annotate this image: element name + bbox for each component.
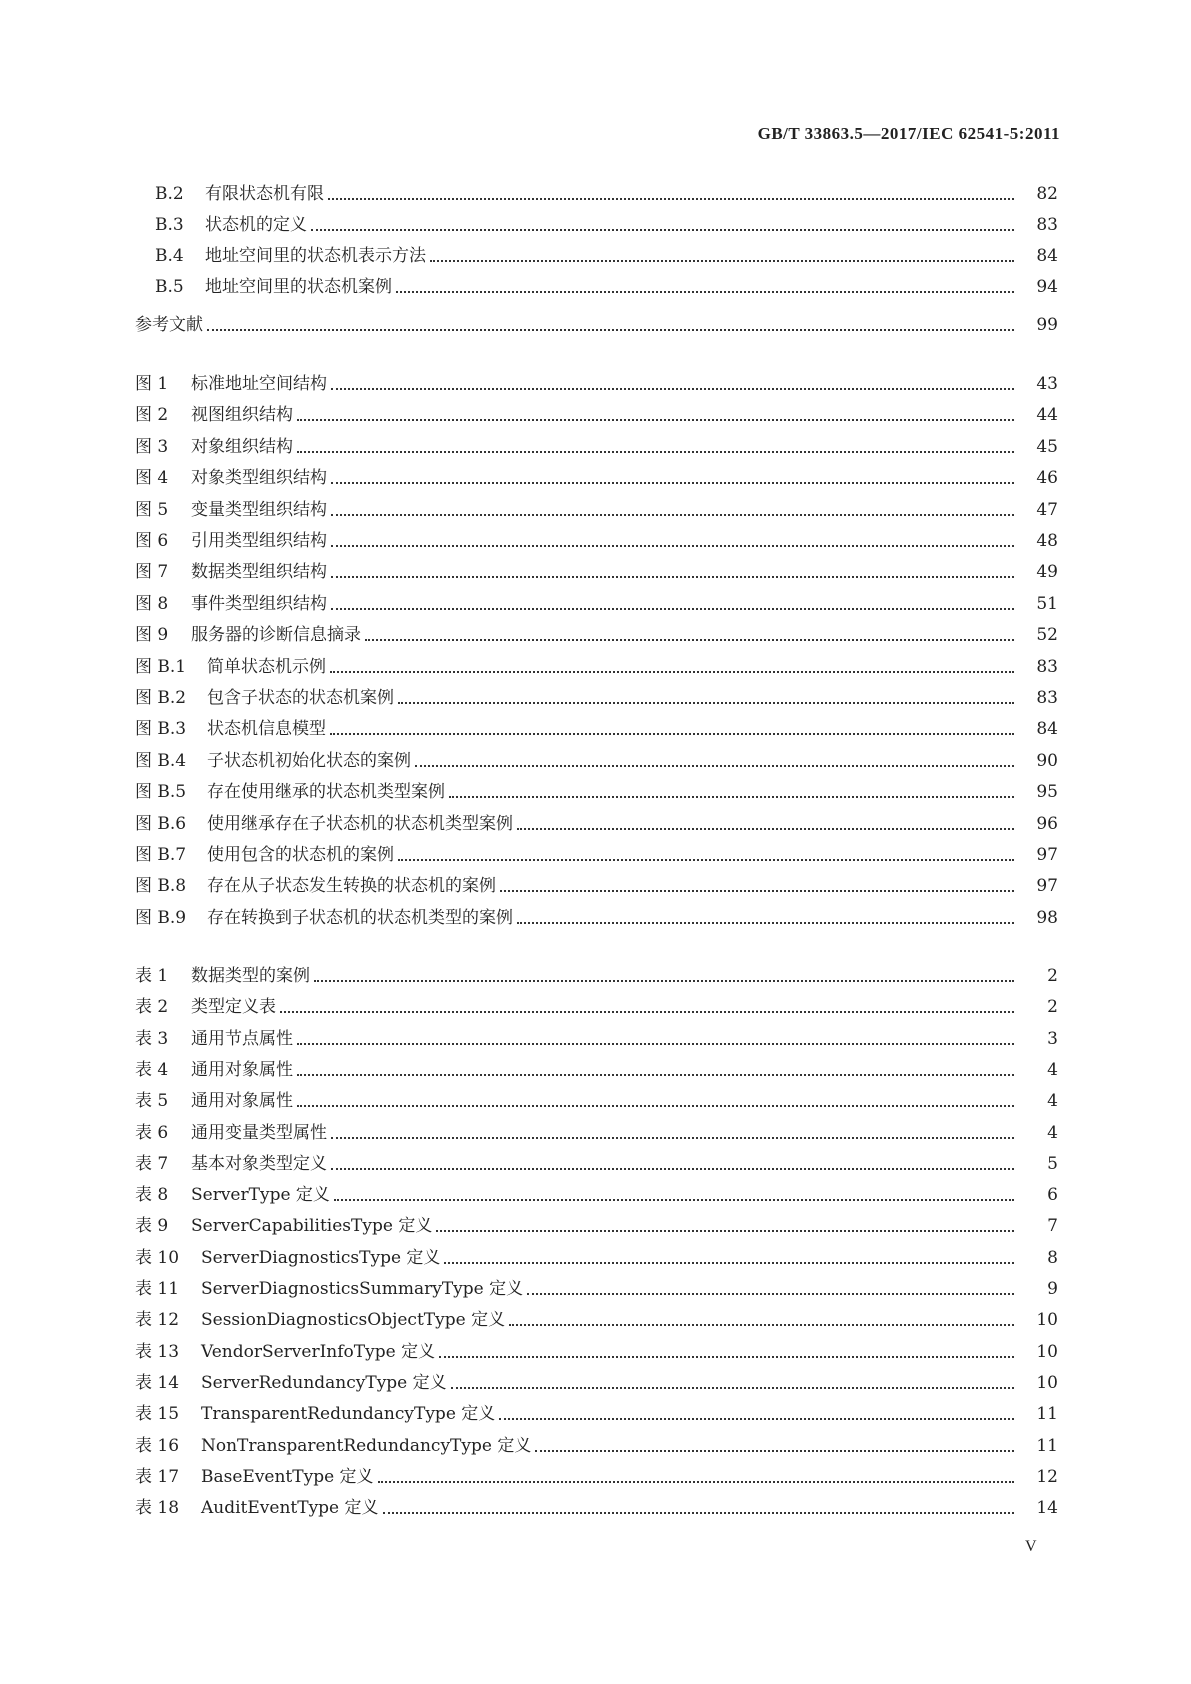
toc-entry-page: 98	[1036, 907, 1058, 928]
toc-entry-figure[interactable]	[135, 466, 1058, 490]
dot-leader	[449, 794, 1014, 798]
toc-entry-title: 使用包含的状态机的案例	[207, 845, 394, 865]
toc-entry-label: 表 13	[135, 1341, 180, 1362]
toc-entry-figure[interactable]	[135, 686, 1058, 710]
toc-entry-label: 图 B.2	[135, 688, 187, 708]
toc-entry-figure[interactable]	[135, 717, 1058, 741]
toc-entry-page: 47	[1036, 499, 1058, 520]
toc-entry-label: 表 9	[135, 1216, 169, 1237]
toc-entry-page: 96	[1036, 813, 1058, 834]
toc-entry-label: B.3	[155, 215, 184, 235]
toc-entry-label: 表 10	[135, 1247, 180, 1268]
toc-entry-title: 通用对象属性	[191, 1059, 293, 1080]
toc-entry-label: 表 2	[135, 997, 169, 1018]
toc-entry-page: 94	[1036, 277, 1058, 297]
toc-entry-title: 状态机信息模型	[207, 719, 326, 740]
dot-leader	[331, 480, 1014, 484]
toc-entry-label: 表 18	[135, 1498, 180, 1519]
toc-entry-title: 状态机的定义	[205, 215, 307, 235]
toc-entry-page: 84	[1036, 246, 1058, 266]
toc-entry-label: 图 B.7	[135, 845, 187, 865]
toc-entry-bibliography[interactable]	[135, 313, 1058, 337]
toc-entry-page: 11	[1036, 1435, 1058, 1456]
toc-entry-label: 表 8	[135, 1185, 169, 1206]
dot-leader	[378, 1479, 1014, 1483]
toc-entry-label: 图 4	[135, 468, 169, 489]
toc-entry-page: 7	[1047, 1216, 1058, 1237]
toc-entry-title: ServerType 定义	[191, 1185, 330, 1206]
toc-entry-label: 表 11	[135, 1279, 180, 1299]
toc-entry-label: 图 7	[135, 562, 169, 583]
dot-leader	[499, 1416, 1014, 1420]
dot-leader	[398, 857, 1014, 861]
toc-entry-title: VendorServerInfoType 定义	[201, 1341, 436, 1362]
toc-entry-table[interactable]	[135, 1246, 1058, 1270]
toc-entry-label: 图 3	[135, 436, 169, 457]
toc-entry-title: 对象组织结构	[191, 436, 293, 457]
dot-leader	[500, 888, 1014, 892]
toc-entry-table[interactable]	[135, 1089, 1058, 1113]
toc-entry-page: 83	[1036, 688, 1058, 708]
toc-entry-figure[interactable]	[135, 372, 1058, 396]
toc-entry-figure[interactable]	[135, 592, 1058, 616]
toc-entry-title: 参考文献	[135, 315, 203, 335]
toc-entry-page: 10	[1036, 1372, 1058, 1393]
toc-entry-page: 9	[1047, 1279, 1058, 1299]
dot-leader	[331, 386, 1014, 390]
toc-entry-table[interactable]	[135, 1434, 1058, 1458]
toc-entry-title: 子状态机初始化状态的案例	[207, 750, 411, 771]
dot-leader	[280, 1009, 1014, 1013]
toc-entry-label: 图 8	[135, 593, 169, 614]
toc-entry-figure[interactable]	[135, 780, 1058, 804]
toc-entry-label: 表 14	[135, 1372, 180, 1393]
toc-entry-label: 图 9	[135, 625, 169, 646]
toc-entry-title: 通用节点属性	[191, 1028, 293, 1049]
toc-entry-figure[interactable]	[135, 498, 1058, 522]
toc-entry-page: 8	[1047, 1247, 1058, 1268]
dot-leader	[430, 258, 1014, 262]
toc-entry-page: 6	[1047, 1185, 1058, 1206]
toc-entry-page: 10	[1036, 1310, 1058, 1331]
toc-entry-title: 包含子状态的状态机案例	[207, 688, 394, 708]
toc-entry-label: 表 1	[135, 966, 169, 986]
toc-entry-label: 表 16	[135, 1435, 180, 1456]
toc-entry-title: TransparentRedundancyType 定义	[201, 1404, 496, 1425]
toc-entry-page: 14	[1036, 1498, 1058, 1519]
dot-leader	[331, 512, 1014, 516]
toc-entry-label: 图 B.1	[135, 656, 187, 677]
toc-entry-label: 表 7	[135, 1153, 169, 1174]
toc-entry-figure[interactable]	[135, 435, 1058, 459]
toc-entry-label: 表 17	[135, 1466, 180, 1487]
toc-entry-figure[interactable]	[135, 874, 1058, 898]
toc-entry-page: 45	[1036, 436, 1058, 457]
dot-leader	[297, 1072, 1014, 1076]
dot-leader	[396, 289, 1014, 293]
dot-leader	[330, 731, 1014, 735]
dot-leader	[331, 1135, 1014, 1139]
toc-entry-title: 存在转换到子状态机的状态机类型的案例	[207, 907, 513, 928]
dot-leader	[509, 1322, 1014, 1326]
dot-leader	[383, 1510, 1014, 1514]
toc-entry-page: 4	[1047, 1059, 1058, 1080]
toc-entry-label: 图 B.8	[135, 876, 187, 897]
toc-entry-figure[interactable]	[135, 623, 1058, 647]
toc-entry-title: 存在从子状态发生转换的状态机的案例	[207, 876, 496, 897]
toc-entry-label: 图 B.9	[135, 907, 187, 928]
toc-entry-table[interactable]	[135, 1152, 1058, 1176]
toc-entry-annex-b[interactable]	[155, 275, 1058, 299]
dot-leader	[365, 637, 1014, 641]
toc-entry-label: 图 5	[135, 499, 169, 520]
toc-entry-page: 5	[1047, 1153, 1058, 1174]
dot-leader	[331, 1166, 1014, 1170]
toc-entry-table[interactable]	[135, 1371, 1058, 1395]
dot-leader	[331, 606, 1014, 610]
toc-entry-title: 类型定义表	[191, 997, 276, 1018]
toc-entry-title: 数据类型组织结构	[191, 562, 327, 583]
toc-entry-page: 97	[1036, 845, 1058, 865]
toc-entry-page: 90	[1036, 750, 1058, 771]
dot-leader	[415, 763, 1014, 767]
toc-entry-title: ServerCapabilitiesType 定义	[191, 1216, 433, 1237]
toc-entry-table[interactable]	[135, 1058, 1058, 1082]
dot-leader	[297, 1103, 1014, 1107]
dot-leader	[398, 700, 1014, 704]
toc-entry-title: ServerRedundancyType 定义	[201, 1372, 447, 1393]
toc-entry-label: 图 B.4	[135, 750, 187, 771]
toc-entry-label: 表 4	[135, 1059, 169, 1080]
dot-leader	[297, 1041, 1014, 1045]
toc-entry-title: 服务器的诊断信息摘录	[191, 625, 361, 646]
toc-entry-figure[interactable]	[135, 655, 1058, 679]
toc-entry-page: 11	[1036, 1404, 1058, 1425]
toc-entry-label: 表 12	[135, 1310, 180, 1331]
toc-entry-label: 表 6	[135, 1122, 169, 1143]
dot-leader	[331, 574, 1014, 578]
toc-entry-table[interactable]	[135, 1027, 1058, 1051]
dot-leader	[314, 978, 1014, 982]
toc-entry-annex-b[interactable]	[155, 213, 1058, 237]
toc-entry-table[interactable]	[135, 1277, 1058, 1301]
dot-leader	[311, 227, 1014, 231]
dot-leader	[517, 920, 1014, 924]
toc-entry-page: 44	[1036, 405, 1058, 426]
toc-entry-title: 使用继承存在子状态机的状态机类型案例	[207, 813, 513, 834]
dot-leader	[439, 1354, 1014, 1358]
toc-entry-title: 基本对象类型定义	[191, 1153, 327, 1174]
toc-entry-figure[interactable]	[135, 560, 1058, 584]
toc-entry-label: 图 6	[135, 531, 169, 551]
toc-entry-title: 有限状态机有限	[205, 184, 324, 204]
toc-entry-page: 3	[1047, 1028, 1058, 1049]
toc-entry-title: 变量类型组织结构	[191, 499, 327, 520]
toc-entry-title: 视图组织结构	[191, 405, 293, 426]
toc-entry-page: 82	[1036, 184, 1058, 204]
toc-entry-page: 48	[1036, 531, 1058, 551]
toc-entry-figure[interactable]	[135, 403, 1058, 427]
toc-entry-title: 地址空间里的状态机表示方法	[205, 246, 426, 266]
toc-entry-title: BaseEventType 定义	[201, 1466, 374, 1487]
toc-entry-label: B.5	[155, 277, 184, 297]
toc-entry-page: 10	[1036, 1341, 1058, 1362]
toc-entry-title: 简单状态机示例	[207, 656, 326, 677]
toc-entry-table[interactable]	[135, 995, 1058, 1019]
toc-entry-label: 表 15	[135, 1404, 180, 1425]
toc-entry-figure[interactable]	[135, 812, 1058, 836]
dot-leader	[297, 417, 1014, 421]
toc-entry-title: ServerDiagnosticsSummaryType 定义	[201, 1279, 524, 1299]
toc-entry-table[interactable]	[135, 1183, 1058, 1207]
toc-entry-table[interactable]	[135, 1121, 1058, 1145]
page-number-footer: V	[1025, 1538, 1037, 1555]
toc-entry-table[interactable]	[135, 1402, 1058, 1426]
toc-entry-annex-b[interactable]	[155, 244, 1058, 268]
toc-entry-table[interactable]	[135, 1308, 1058, 1332]
dot-leader	[535, 1448, 1014, 1452]
toc-entry-figure[interactable]	[135, 906, 1058, 930]
toc-entry-title: AuditEventType 定义	[201, 1498, 379, 1519]
toc-entry-page: 97	[1036, 876, 1058, 897]
dot-leader	[328, 196, 1014, 200]
toc-entry-page: 99	[1036, 315, 1058, 335]
toc-entry-page: 4	[1047, 1091, 1058, 1112]
toc-entry-label: B.4	[155, 246, 184, 266]
toc-entry-page: 51	[1036, 593, 1058, 614]
toc-entry-label: 图 B.5	[135, 782, 187, 803]
toc-entry-table[interactable]	[135, 1496, 1058, 1520]
toc-entry-figure[interactable]	[135, 529, 1058, 553]
toc-entry-page: 2	[1047, 966, 1058, 986]
toc-entry-title: 通用变量类型属性	[191, 1122, 327, 1143]
toc-entry-label: 图 1	[135, 374, 169, 394]
toc-entry-page: 83	[1036, 656, 1058, 677]
toc-entry-title: SessionDiagnosticsObjectType 定义	[201, 1310, 506, 1331]
toc-entry-title: 数据类型的案例	[191, 966, 310, 986]
toc-entry-title: 引用类型组织结构	[191, 531, 327, 551]
toc-entry-label: 图 2	[135, 405, 169, 426]
toc-entry-page: 84	[1036, 719, 1058, 740]
toc-entry-label: 表 3	[135, 1028, 169, 1049]
toc-entry-table[interactable]	[135, 964, 1058, 988]
toc-entry-title: 地址空间里的状态机案例	[205, 277, 392, 297]
toc-entry-page: 12	[1036, 1466, 1058, 1487]
toc-entry-label: 图 B.3	[135, 719, 187, 740]
toc-entry-title: 事件类型组织结构	[191, 593, 327, 614]
dot-leader	[331, 543, 1014, 547]
toc-entry-table[interactable]	[135, 1214, 1058, 1238]
toc-entry-label: 图 B.6	[135, 813, 187, 834]
dot-leader	[517, 826, 1014, 830]
toc-entry-page: 83	[1036, 215, 1058, 235]
toc-entry-table[interactable]	[135, 1465, 1058, 1489]
dot-leader	[297, 449, 1014, 453]
dot-leader	[451, 1385, 1014, 1389]
toc-entry-figure[interactable]	[135, 749, 1058, 773]
toc-entry-page: 52	[1036, 625, 1058, 646]
toc-entry-page: 95	[1036, 782, 1058, 803]
dot-leader	[444, 1260, 1014, 1264]
dot-leader	[330, 669, 1014, 673]
toc-entry-page: 4	[1047, 1122, 1058, 1143]
dot-leader	[436, 1228, 1014, 1232]
toc-entry-title: 通用对象属性	[191, 1091, 293, 1112]
toc-entry-label: B.2	[155, 184, 184, 204]
toc-entry-table[interactable]	[135, 1340, 1058, 1364]
toc-entry-title: 存在使用继承的状态机类型案例	[207, 782, 445, 803]
toc-entry-title: ServerDiagnosticsType 定义	[201, 1247, 441, 1268]
toc-entry-annex-b[interactable]	[155, 182, 1058, 206]
standard-number-header: GB/T 33863.5—2017/IEC 62541-5:2011	[757, 124, 1060, 143]
toc-entry-figure[interactable]	[135, 843, 1058, 867]
toc-entry-title: 对象类型组织结构	[191, 468, 327, 489]
dot-leader	[527, 1291, 1014, 1295]
toc-entry-page: 49	[1036, 562, 1058, 583]
toc-entry-label: 表 5	[135, 1091, 169, 1112]
toc-entry-page: 2	[1047, 997, 1058, 1018]
toc-entry-page: 46	[1036, 468, 1058, 489]
dot-leader	[334, 1197, 1014, 1201]
toc-entry-title: 标准地址空间结构	[191, 374, 327, 394]
toc-entry-page: 43	[1036, 374, 1058, 394]
toc-entry-title: NonTransparentRedundancyType 定义	[201, 1435, 532, 1456]
dot-leader	[207, 327, 1014, 331]
